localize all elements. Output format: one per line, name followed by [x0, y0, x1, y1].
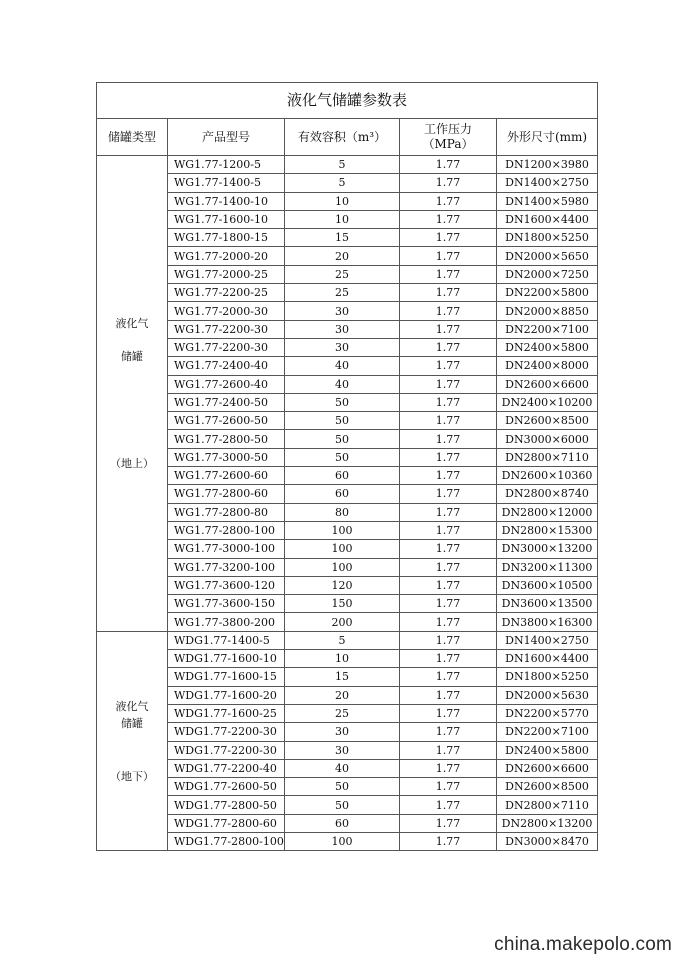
volume-cell: 60 [285, 485, 400, 503]
dimension-cell: DN2200×5770 [497, 704, 598, 722]
dimension-cell: DN1600×4400 [497, 210, 598, 228]
model-cell: WDG1.77-2200-30 [168, 723, 285, 741]
model-cell: WG1.77-3600-120 [168, 576, 285, 594]
table-row [97, 778, 598, 796]
model-cell: WG1.77-1400-5 [168, 174, 285, 192]
table-row [97, 156, 598, 174]
tank-type-line: （地下） [110, 769, 154, 783]
model-cell: WG1.77-2800-100 [168, 521, 285, 539]
model-cell: WDG1.77-1600-20 [168, 686, 285, 704]
pressure-cell: 1.77 [400, 302, 497, 320]
dimension-cell: DN1400×2750 [497, 631, 598, 649]
dimension-cell: DN3000×13200 [497, 540, 598, 558]
volume-cell: 40 [285, 375, 400, 393]
volume-cell: 150 [285, 595, 400, 613]
table-row [97, 467, 598, 485]
dimension-cell: DN2600×6600 [497, 375, 598, 393]
dimension-cell: DN2000×8850 [497, 302, 598, 320]
tank-type-line: 液化气 [115, 699, 149, 713]
pressure-cell: 1.77 [400, 576, 497, 594]
pressure-cell: 1.77 [400, 229, 497, 247]
model-cell: WDG1.77-2600-50 [168, 778, 285, 796]
volume-cell: 120 [285, 576, 400, 594]
pressure-cell: 1.77 [400, 503, 497, 521]
header-dimensions: 外形尺寸(mm) [497, 119, 598, 156]
model-cell: WG1.77-2800-60 [168, 485, 285, 503]
model-cell: WG1.77-2000-25 [168, 265, 285, 283]
dimension-cell: DN3000×8470 [497, 832, 598, 850]
pressure-cell: 1.77 [400, 210, 497, 228]
pressure-cell: 1.77 [400, 759, 497, 777]
table-row [97, 210, 598, 228]
volume-cell: 100 [285, 558, 400, 576]
dimension-cell: DN2600×8500 [497, 412, 598, 430]
volume-cell: 15 [285, 668, 400, 686]
table-row [97, 521, 598, 539]
table-row [97, 192, 598, 210]
volume-cell: 30 [285, 320, 400, 338]
dimension-cell: DN3200×11300 [497, 558, 598, 576]
volume-cell: 10 [285, 210, 400, 228]
volume-cell: 60 [285, 814, 400, 832]
volume-cell: 20 [285, 686, 400, 704]
dimension-cell: DN1800×5250 [497, 229, 598, 247]
table-row [97, 631, 598, 649]
dimension-cell: DN1400×2750 [497, 174, 598, 192]
header-tank-type: 储罐类型 [97, 119, 168, 156]
dimension-cell: DN2800×15300 [497, 521, 598, 539]
model-cell: WG1.77-3000-50 [168, 448, 285, 466]
table-row [97, 595, 598, 613]
pressure-cell: 1.77 [400, 412, 497, 430]
volume-cell: 100 [285, 832, 400, 850]
dimension-cell: DN1800×5250 [497, 668, 598, 686]
pressure-cell: 1.77 [400, 448, 497, 466]
parameter-sheet [96, 82, 597, 851]
model-cell: WDG1.77-2800-50 [168, 796, 285, 814]
pressure-cell: 1.77 [400, 796, 497, 814]
tank-type-cell [97, 156, 168, 632]
volume-cell: 50 [285, 448, 400, 466]
table-row [97, 540, 598, 558]
model-cell: WG1.77-3600-150 [168, 595, 285, 613]
model-cell: WG1.77-2800-80 [168, 503, 285, 521]
watermark: china.makepolo.com [494, 934, 672, 955]
table-row [97, 302, 598, 320]
dimension-cell: DN2000×7250 [497, 265, 598, 283]
model-cell: WG1.77-2600-40 [168, 375, 285, 393]
dimension-cell: DN2600×6600 [497, 759, 598, 777]
volume-cell: 50 [285, 412, 400, 430]
table-row [97, 320, 598, 338]
table-row [97, 338, 598, 356]
dimension-cell: DN1400×5980 [497, 192, 598, 210]
pressure-cell: 1.77 [400, 814, 497, 832]
table-row [97, 741, 598, 759]
volume-cell: 80 [285, 503, 400, 521]
pressure-cell: 1.77 [400, 613, 497, 631]
model-cell: WG1.77-2200-25 [168, 284, 285, 302]
pressure-cell: 1.77 [400, 284, 497, 302]
pressure-cell: 1.77 [400, 156, 497, 174]
dimension-cell: DN3600×13500 [497, 595, 598, 613]
pressure-cell: 1.77 [400, 357, 497, 375]
volume-cell: 5 [285, 156, 400, 174]
pressure-cell: 1.77 [400, 320, 497, 338]
table-row [97, 650, 598, 668]
model-cell: WG1.77-2800-50 [168, 430, 285, 448]
model-cell: WG1.77-2400-50 [168, 393, 285, 411]
type-line-gap [97, 332, 167, 348]
table-row [97, 832, 598, 850]
volume-cell: 50 [285, 430, 400, 448]
model-cell: WG1.77-2200-30 [168, 320, 285, 338]
table-title: 液化气储罐参数表 [97, 83, 598, 119]
pressure-cell: 1.77 [400, 668, 497, 686]
model-cell: WG1.77-3000-100 [168, 540, 285, 558]
table-row [97, 796, 598, 814]
table-row [97, 375, 598, 393]
volume-cell: 10 [285, 192, 400, 210]
pressure-cell: 1.77 [400, 247, 497, 265]
model-cell: WG1.77-2000-30 [168, 302, 285, 320]
table-row [97, 704, 598, 722]
volume-cell: 25 [285, 265, 400, 283]
volume-cell: 25 [285, 704, 400, 722]
header-volume: 有效容积（m³） [285, 119, 400, 156]
model-cell: WDG1.77-2800-60 [168, 814, 285, 832]
table-row [97, 430, 598, 448]
tank-type-cell [97, 631, 168, 851]
volume-cell: 30 [285, 723, 400, 741]
pressure-cell: 1.77 [400, 650, 497, 668]
dimension-cell: DN2400×5800 [497, 338, 598, 356]
model-cell: WDG1.77-2800-100 [168, 832, 285, 850]
table-row [97, 412, 598, 430]
pressure-cell: 1.77 [400, 393, 497, 411]
volume-cell: 30 [285, 338, 400, 356]
model-cell: WG1.77-2600-60 [168, 467, 285, 485]
volume-cell: 25 [285, 284, 400, 302]
header-row [97, 119, 598, 156]
volume-cell: 100 [285, 521, 400, 539]
volume-cell: 100 [285, 540, 400, 558]
tank-type-line: 液化气 [115, 316, 149, 330]
dimension-cell: DN2200×7100 [497, 723, 598, 741]
volume-cell: 50 [285, 778, 400, 796]
model-cell: WG1.77-3200-100 [168, 558, 285, 576]
pressure-cell: 1.77 [400, 192, 497, 210]
pressure-cell: 1.77 [400, 174, 497, 192]
dimension-cell: DN2400×5800 [497, 741, 598, 759]
dimension-cell: DN3000×6000 [497, 430, 598, 448]
pressure-cell: 1.77 [400, 521, 497, 539]
volume-cell: 50 [285, 393, 400, 411]
dimension-cell: DN2400×10200 [497, 393, 598, 411]
pressure-cell: 1.77 [400, 467, 497, 485]
model-cell: WG1.77-2400-40 [168, 357, 285, 375]
pressure-cell: 1.77 [400, 704, 497, 722]
volume-cell: 15 [285, 229, 400, 247]
volume-cell: 5 [285, 631, 400, 649]
dimension-cell: DN2800×7110 [497, 796, 598, 814]
table-row [97, 448, 598, 466]
table-row [97, 174, 598, 192]
volume-cell: 40 [285, 759, 400, 777]
table-row [97, 357, 598, 375]
model-cell: WG1.77-1600-10 [168, 210, 285, 228]
dimension-cell: DN3800×16300 [497, 613, 598, 631]
type-line-gap [97, 732, 167, 768]
pressure-cell: 1.77 [400, 832, 497, 850]
pressure-cell: 1.77 [400, 265, 497, 283]
pressure-cell: 1.77 [400, 595, 497, 613]
header-model: 产品型号 [168, 119, 285, 156]
model-cell: WDG1.77-2200-30 [168, 741, 285, 759]
volume-cell: 30 [285, 302, 400, 320]
dimension-cell: DN1600×4400 [497, 650, 598, 668]
tank-type-line: 储罐 [121, 716, 143, 730]
volume-cell: 20 [285, 247, 400, 265]
pressure-cell: 1.77 [400, 686, 497, 704]
model-cell: WDG1.77-1400-5 [168, 631, 285, 649]
volume-cell: 50 [285, 796, 400, 814]
table-row [97, 814, 598, 832]
parameter-table [96, 82, 598, 851]
dimension-cell: DN2800×8740 [497, 485, 598, 503]
pressure-cell: 1.77 [400, 631, 497, 649]
pressure-cell: 1.77 [400, 540, 497, 558]
table-row [97, 284, 598, 302]
table-row [97, 686, 598, 704]
dimension-cell: DN2800×12000 [497, 503, 598, 521]
pressure-cell: 1.77 [400, 485, 497, 503]
pressure-cell: 1.77 [400, 723, 497, 741]
table-row [97, 558, 598, 576]
dimension-cell: DN2200×5800 [497, 284, 598, 302]
model-cell: WG1.77-2000-20 [168, 247, 285, 265]
pressure-cell: 1.77 [400, 430, 497, 448]
volume-cell: 5 [285, 174, 400, 192]
pressure-cell: 1.77 [400, 338, 497, 356]
model-cell: WG1.77-1800-15 [168, 229, 285, 247]
dimension-cell: DN2600×10360 [497, 467, 598, 485]
model-cell: WG1.77-2200-30 [168, 338, 285, 356]
volume-cell: 60 [285, 467, 400, 485]
pressure-cell: 1.77 [400, 558, 497, 576]
volume-cell: 200 [285, 613, 400, 631]
table-row [97, 723, 598, 741]
pressure-cell: 1.77 [400, 375, 497, 393]
dimension-cell: DN2600×8500 [497, 778, 598, 796]
table-row [97, 576, 598, 594]
table-row [97, 759, 598, 777]
pressure-cell: 1.77 [400, 741, 497, 759]
model-cell: WG1.77-3800-200 [168, 613, 285, 631]
dimension-cell: DN2800×7110 [497, 448, 598, 466]
model-cell: WDG1.77-1600-15 [168, 668, 285, 686]
model-cell: WDG1.77-1600-10 [168, 650, 285, 668]
header-pressure: 工作压力 （MPa） [400, 119, 497, 156]
model-cell: WG1.77-1200-5 [168, 156, 285, 174]
pressure-cell: 1.77 [400, 778, 497, 796]
dimension-cell: DN2000×5630 [497, 686, 598, 704]
tank-type-line: 储罐 [121, 349, 143, 363]
table-row [97, 485, 598, 503]
table-row [97, 247, 598, 265]
dimension-cell: DN1200×3980 [497, 156, 598, 174]
tank-type-line: （地上） [110, 456, 154, 470]
dimension-cell: DN2000×5650 [497, 247, 598, 265]
table-row [97, 265, 598, 283]
table-row [97, 393, 598, 411]
model-cell: WDG1.77-1600-25 [168, 704, 285, 722]
table-row [97, 229, 598, 247]
dimension-cell: DN2800×13200 [497, 814, 598, 832]
dimension-cell: DN2400×8000 [497, 357, 598, 375]
table-row [97, 613, 598, 631]
volume-cell: 30 [285, 741, 400, 759]
table-row [97, 668, 598, 686]
volume-cell: 40 [285, 357, 400, 375]
type-line-gap [97, 365, 167, 455]
dimension-cell: DN3600×10500 [497, 576, 598, 594]
table-row [97, 503, 598, 521]
model-cell: WG1.77-2600-50 [168, 412, 285, 430]
model-cell: WDG1.77-2200-40 [168, 759, 285, 777]
model-cell: WG1.77-1400-10 [168, 192, 285, 210]
dimension-cell: DN2200×7100 [497, 320, 598, 338]
volume-cell: 10 [285, 650, 400, 668]
